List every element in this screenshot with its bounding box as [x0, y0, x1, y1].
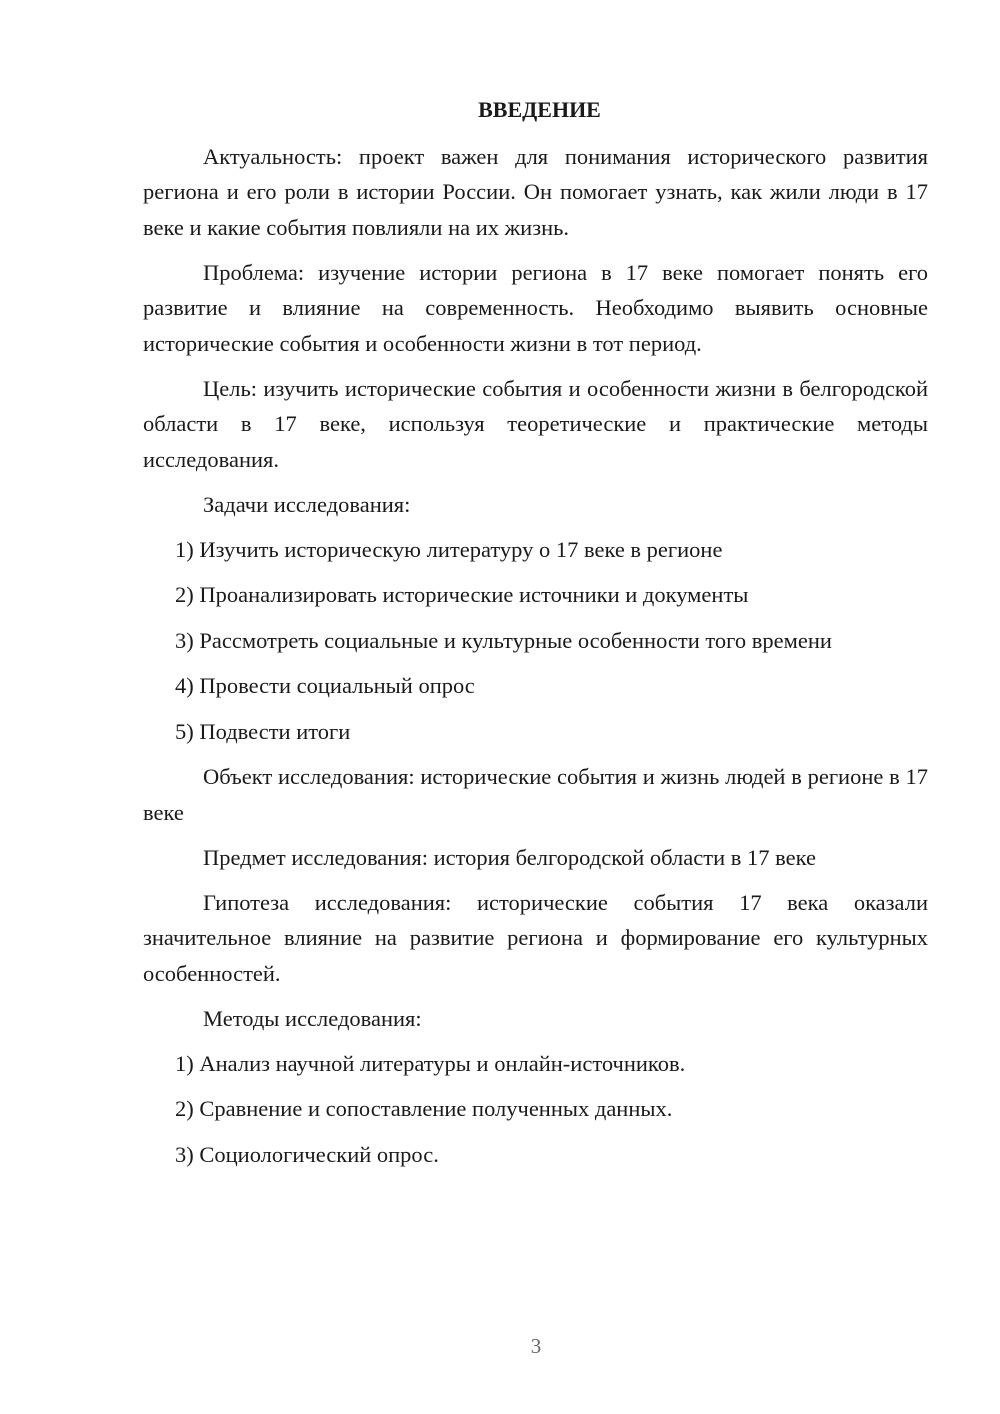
method-item: 3) Социологический опрос.	[175, 1141, 439, 1167]
page-number: 3	[530, 1334, 542, 1358]
task-item: 5) Подвести итоги	[175, 718, 351, 744]
object-paragraph: Объект исследования: исторические события и жизнь людей в регионе в 17 веке	[143, 764, 928, 825]
task-item: 2) Проанализировать исторические источники и документы	[175, 582, 749, 607]
method-item: 2) Сравнение и сопоставление полученных данных.	[175, 1096, 673, 1121]
subject-paragraph: Предмет исследования: история белгородской области в 17 веке	[203, 844, 816, 870]
tasks-heading: Задачи исследования:	[203, 491, 411, 517]
goal-paragraph: Цель: изучить исторические события и особенности жизни в белгородской области в 17 веке, используя теоретические и практические методы исследования.	[143, 375, 928, 472]
problem-paragraph: Проблема: изучение истории региона в 17 веке помогает понять его развитие и влияние на современность. Необходимо выявить основные исторические события и особенности жизни в тот период.	[143, 259, 928, 356]
method-item: 1) Анализ научной литературы и онлайн-источников.	[175, 1050, 686, 1076]
methods-heading: Методы исследования:	[203, 1005, 422, 1031]
hypothesis-paragraph: Гипотеза исследования: исторические события 17 века оказали значительное влияние на развитие региона и формирование его культурных особенностей.	[143, 889, 928, 986]
task-item: 1) Изучить историческую литературу о 17 веке в регионе	[175, 536, 723, 562]
page-content	[143, 92, 928, 1182]
page-title: ВВЕДЕНИЕ	[478, 97, 601, 122]
relevance-paragraph: Актуальность: проект важен для понимания исторического развития региона и его роли в истории России. Он помогает узнать, как жили люди в 17 веке и какие события повлияли на их жизнь.	[143, 143, 928, 240]
task-item: 3) Рассмотреть социальные и культурные особенности того времени	[175, 627, 832, 653]
task-item: 4) Провести социальный опрос	[175, 673, 475, 698]
